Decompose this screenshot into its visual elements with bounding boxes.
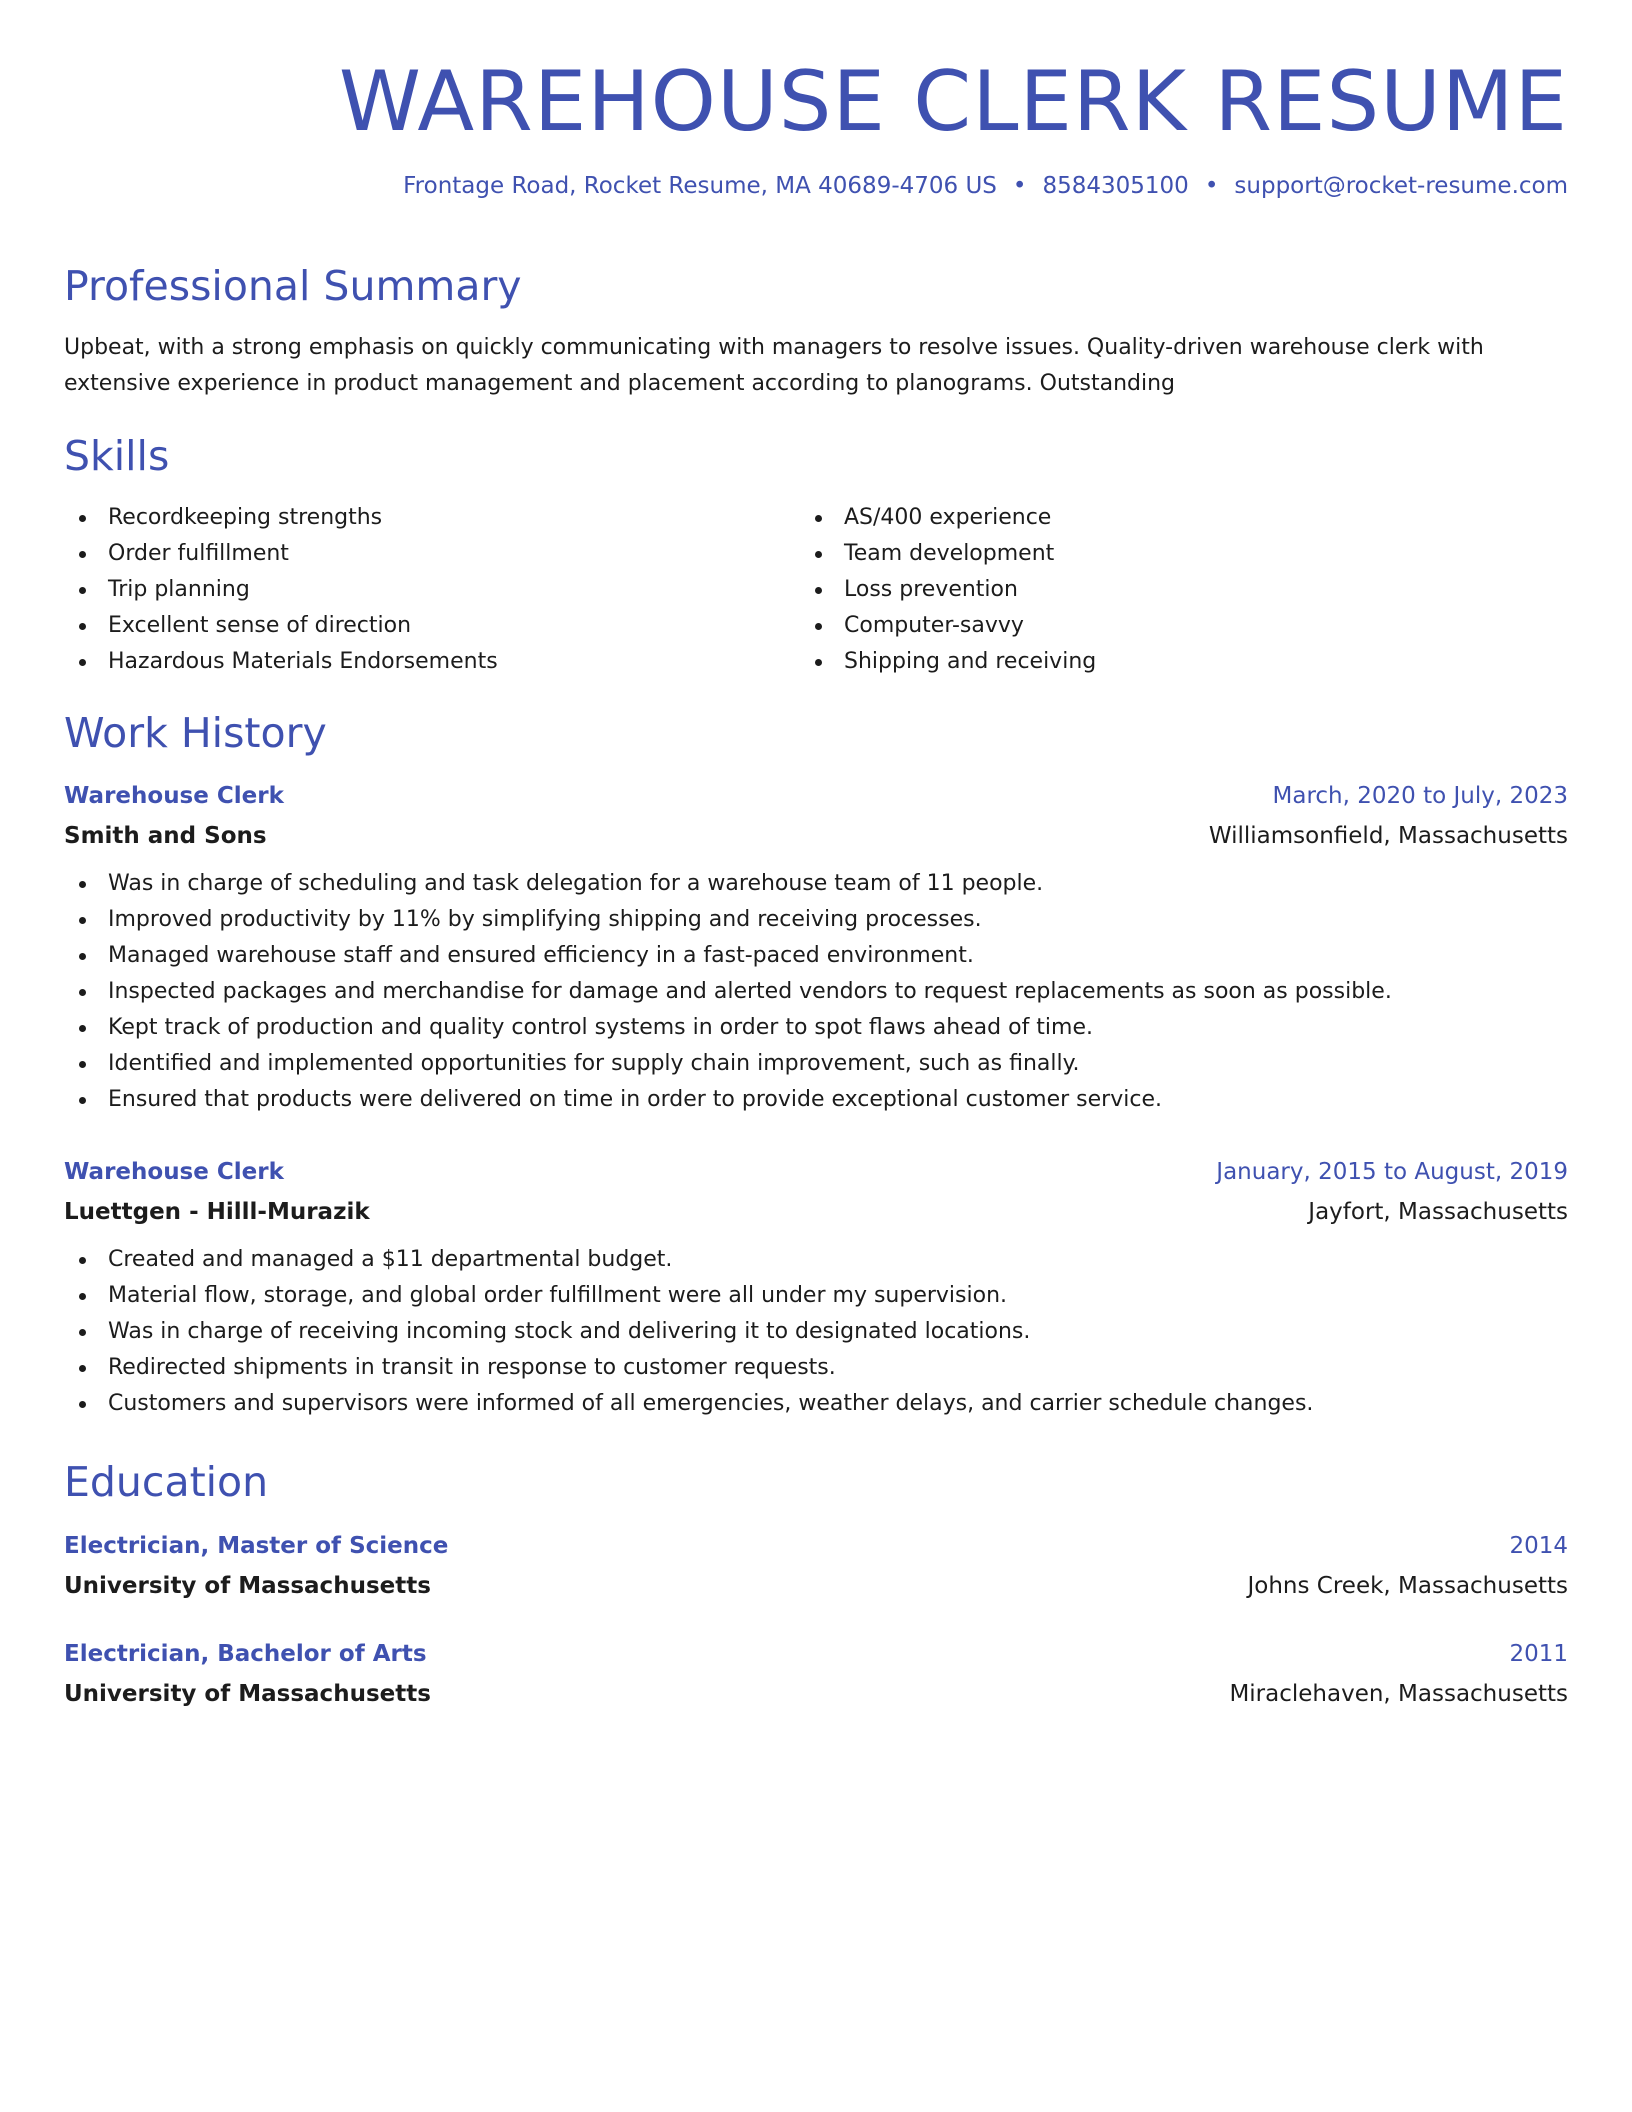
skill-item: Trip planning	[64, 572, 800, 608]
job-duty: Redirected shipments in transit in response to customer requests.	[64, 1350, 1568, 1386]
skill-item: Loss prevention	[800, 572, 1536, 608]
skill-item: Hazardous Materials Endorsements	[64, 644, 800, 680]
job-duty: Customers and supervisors were informed of all emergencies, weather delays, and carrier schedule changes.	[64, 1386, 1568, 1422]
education-school: University of Massachusetts	[64, 1573, 431, 1599]
job-duties	[64, 1242, 1568, 1422]
skill-item: AS/400 experience	[800, 500, 1536, 536]
skill-item: Team development	[800, 536, 1536, 572]
job-header-row	[64, 1152, 1568, 1192]
education-location: Johns Creek, Massachusetts	[1247, 1573, 1568, 1599]
education-school: University of Massachusetts	[64, 1681, 431, 1707]
summary-heading: Professional Summary	[64, 262, 522, 310]
education-entry	[64, 1634, 1568, 1714]
skills-heading: Skills	[64, 432, 170, 480]
job-title: Warehouse Clerk	[64, 783, 284, 809]
job-duty: Improved productivity by 11% by simplifying shipping and receiving processes.	[64, 902, 1568, 938]
job-duty: Managed warehouse staff and ensured efficiency in a fast-paced environment.	[64, 938, 1568, 974]
summary-text: Upbeat, with a strong emphasis on quickly communicating with managers to resolve issues. Quality-driven warehouse clerk with extensive experience in product management and placement according to planograms. Outstanding	[64, 335, 1484, 396]
contact-separator: •	[1012, 173, 1027, 199]
job-header-row	[64, 776, 1568, 816]
education-school-row	[64, 1566, 1568, 1606]
contact-line	[403, 170, 1568, 202]
job-duty: Was in charge of receiving incoming stock and delivering it to designated locations.	[64, 1314, 1568, 1350]
contact-email[interactable]: support@rocket-resume.com	[1234, 173, 1568, 199]
job-dates: March, 2020 to July, 2023	[1272, 783, 1568, 809]
job-company-row	[64, 816, 1568, 856]
job-company: Smith and Sons	[64, 823, 267, 849]
job-duty: Created and managed a $11 departmental budget.	[64, 1242, 1568, 1278]
skill-item: Shipping and receiving	[800, 644, 1536, 680]
job-location: Williamsonfield, Massachusetts	[1208, 823, 1568, 849]
skills-list	[64, 500, 1568, 680]
job-duty: Was in charge of scheduling and task delegation for a warehouse team of 11 people.	[64, 866, 1568, 902]
job-entry	[64, 1152, 1568, 1422]
contact-separator: •	[1204, 173, 1219, 199]
job-duty: Identified and implemented opportunities for supply chain improvement, such as finally.	[64, 1046, 1568, 1082]
contact-address: Frontage Road, Rocket Resume, MA 40689-4706 US	[403, 173, 997, 199]
skill-item: Recordkeeping strengths	[64, 500, 800, 536]
education-degree: Electrician, Bachelor of Arts	[64, 1641, 427, 1667]
education-header-row	[64, 1634, 1568, 1674]
job-company: Luettgen - Hilll-Murazik	[64, 1199, 370, 1225]
education-degree: Electrician, Master of Science	[64, 1533, 449, 1559]
skills-column-left	[64, 500, 800, 680]
job-duties	[64, 866, 1568, 1118]
job-dates: January, 2015 to August, 2019	[1216, 1159, 1568, 1185]
job-duty: Ensured that products were delivered on time in order to provide exceptional customer service.	[64, 1082, 1568, 1118]
education-school-row	[64, 1674, 1568, 1714]
skill-item: Excellent sense of direction	[64, 608, 800, 644]
skills-column-right	[800, 500, 1536, 680]
resume-title: WAREHOUSE CLERK RESUME	[338, 53, 1568, 150]
education-header-row	[64, 1526, 1568, 1566]
contact-phone: 8584305100	[1042, 173, 1189, 199]
job-entry	[64, 776, 1568, 1118]
education-year: 2014	[1509, 1533, 1568, 1559]
work-history-heading: Work History	[64, 709, 327, 757]
education-entry	[64, 1526, 1568, 1606]
education-location: Miraclehaven, Massachusetts	[1229, 1681, 1568, 1707]
job-company-row	[64, 1192, 1568, 1232]
job-duty: Material flow, storage, and global order fulfillment were all under my supervision.	[64, 1278, 1568, 1314]
education-heading: Education	[64, 1458, 269, 1506]
education-year: 2011	[1509, 1641, 1568, 1667]
skill-item: Computer-savvy	[800, 608, 1536, 644]
job-location: Jayfort, Massachusetts	[1308, 1199, 1568, 1225]
job-title: Warehouse Clerk	[64, 1159, 284, 1185]
job-duty: Kept track of production and quality control systems in order to spot flaws ahead of time.	[64, 1010, 1568, 1046]
job-duty: Inspected packages and merchandise for damage and alerted vendors to request replacements as soon as possible.	[64, 974, 1568, 1010]
skill-item: Order fulfillment	[64, 536, 800, 572]
